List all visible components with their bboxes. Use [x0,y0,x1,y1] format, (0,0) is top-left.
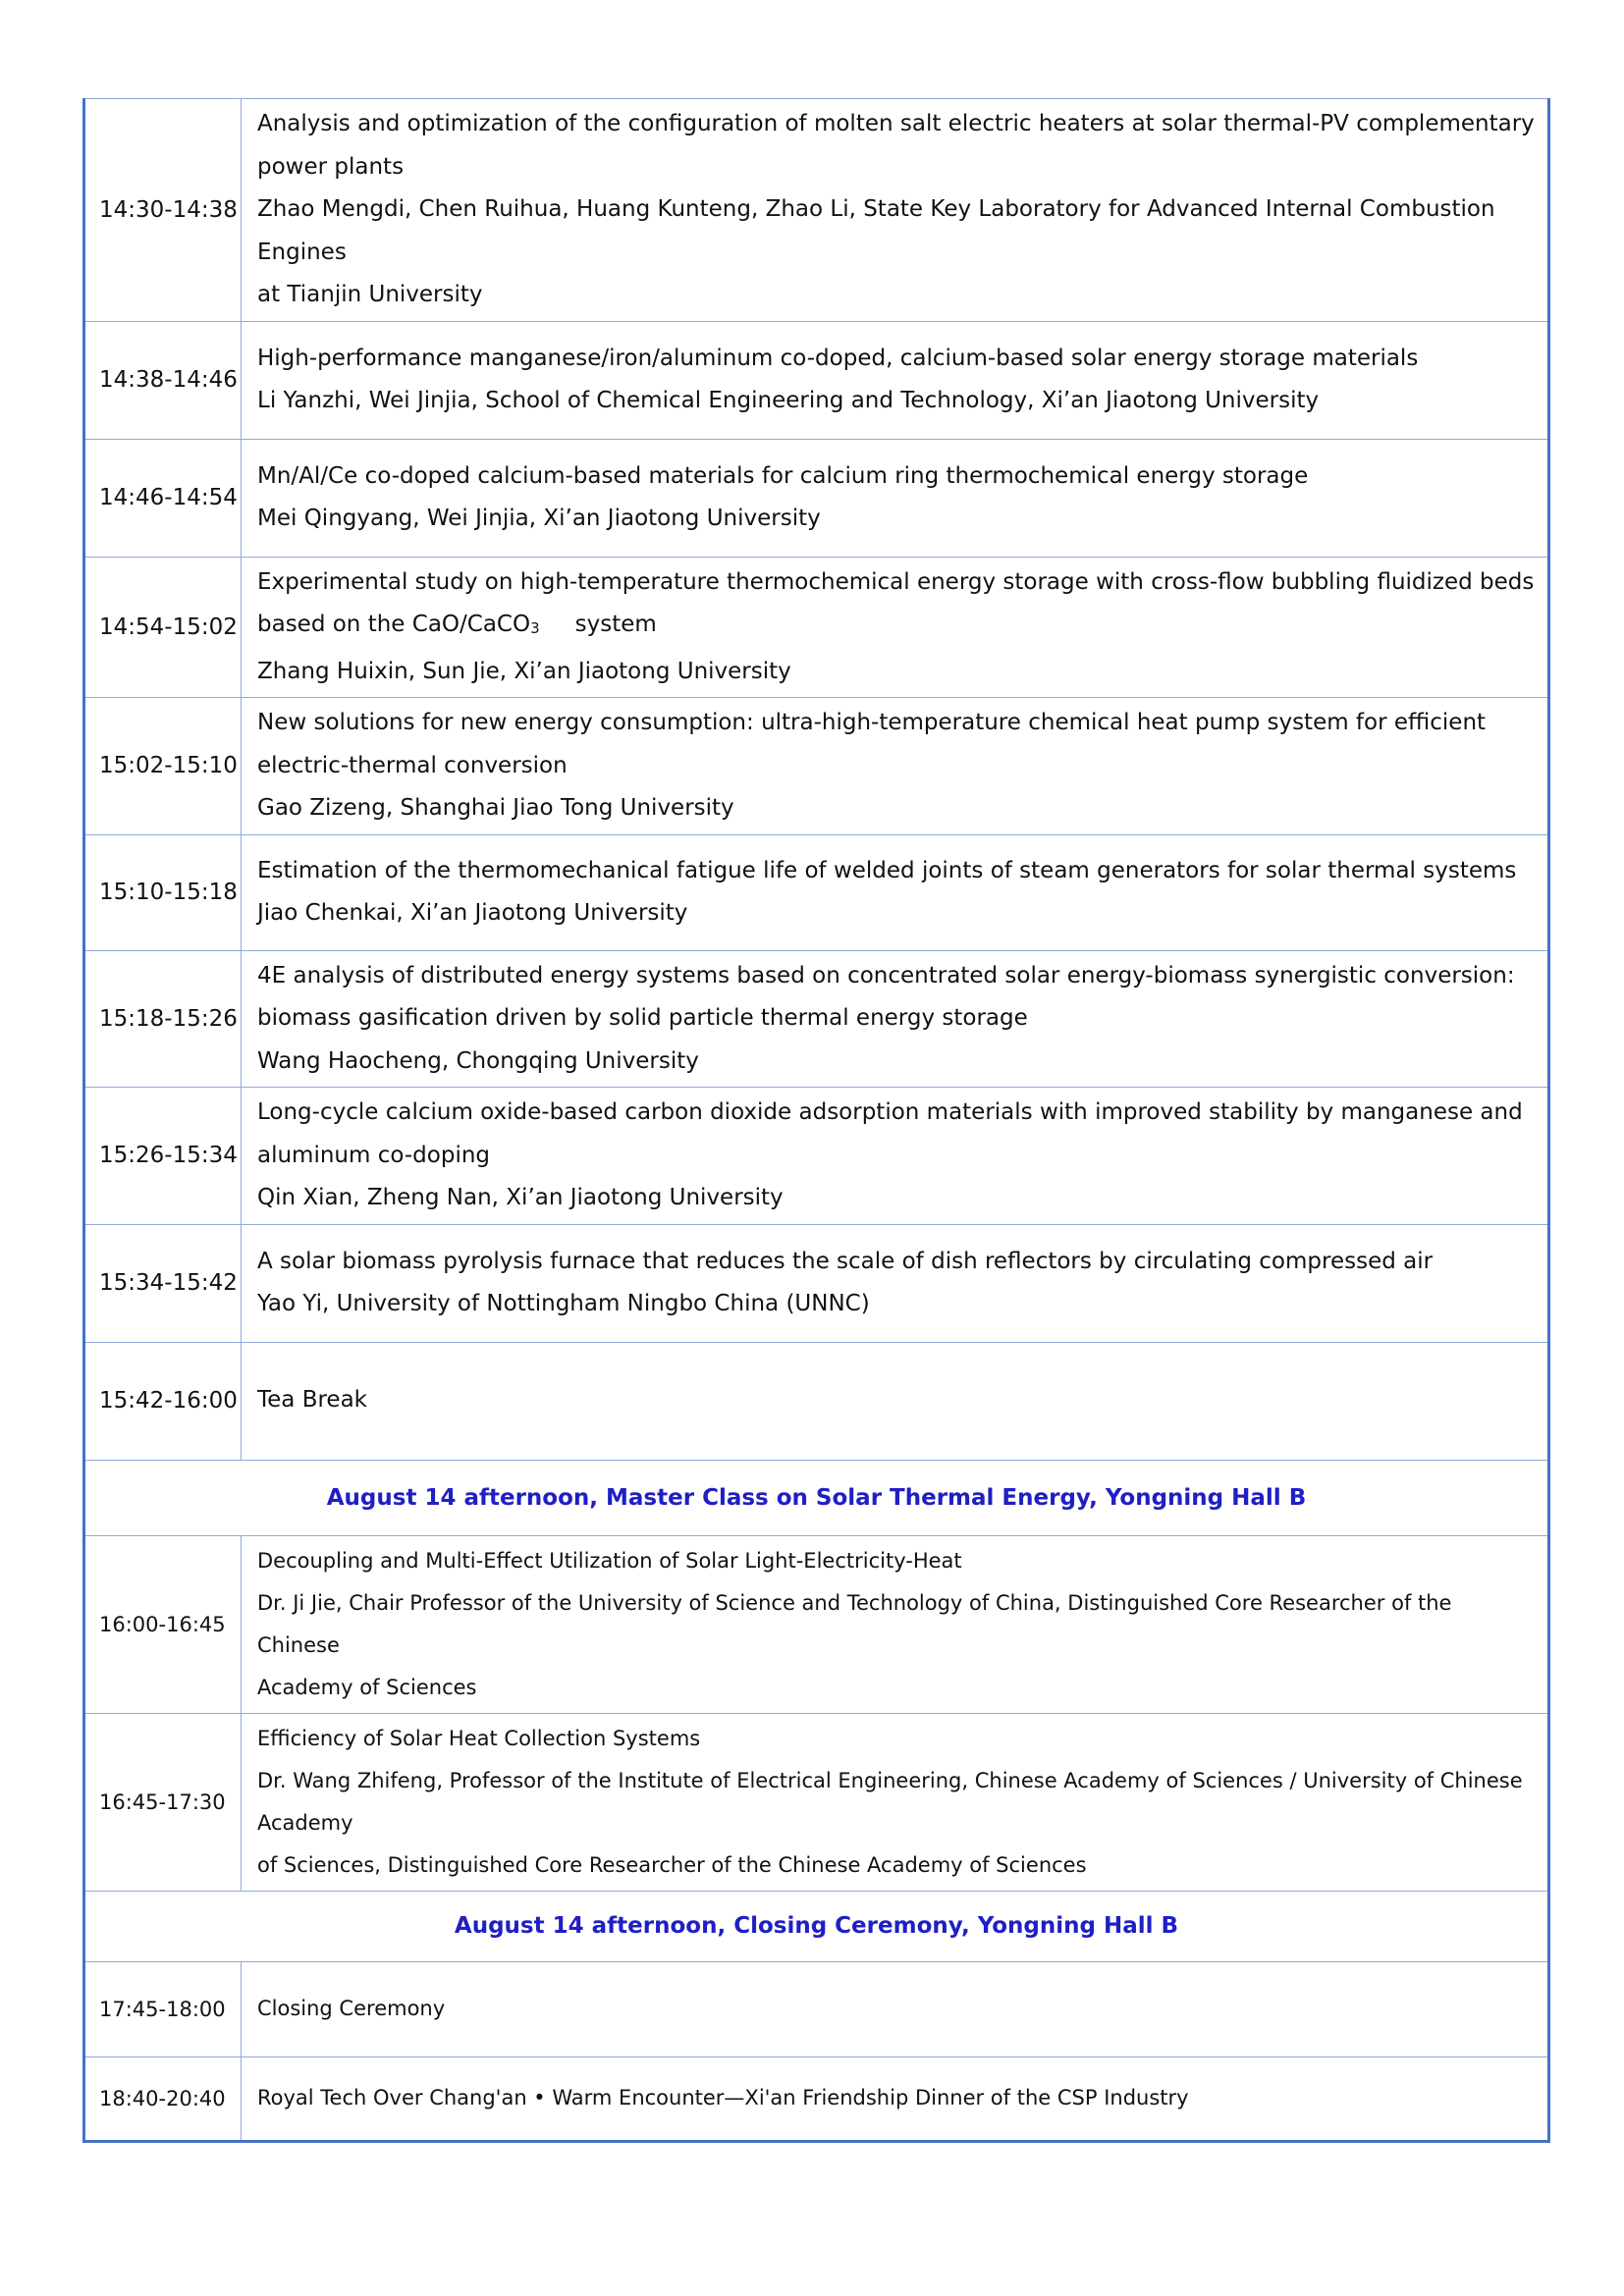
time-slot: 14:38-14:46 [84,321,242,439]
talk-title: New solutions for new energy consumption: ultra-high-temperature chemical heat pump system for efficient [257,710,1487,735]
talk-title: 4E analysis of distributed energy systems based on concentrated solar energy-biomass synergistic conversion: [257,962,1515,988]
talk-cell [242,439,1549,557]
talk-cell [242,1535,1549,1713]
talk-cell [242,950,1549,1088]
talk-authors-cont: Academy of Sciences [257,1675,477,1699]
table-row [84,99,1549,322]
section-header: August 14 afternoon, Closing Ceremony, Yongning Hall B [84,1891,1549,1961]
table-row [84,557,1549,698]
talk-authors: Dr. Wang Zhifeng, Professor of the Institute of Electrical Engineering, Chinese Academy of Sciences / University of Chinese Academy [257,1768,1523,1835]
talk-authors: Mei Qingyang, Wei Jinjia, Xi’an Jiaotong University [257,506,821,531]
table-row [84,439,1549,557]
table-row [84,321,1549,439]
table-row [84,1961,1549,2056]
talk-cell [242,2056,1549,2141]
section-header-row [84,1891,1549,1961]
talk-title: Experimental study on high-temperature thermochemical energy storage with cross-flow bubbling fluidized beds [257,568,1535,595]
event-title: Closing Ceremony [257,1997,446,2020]
section-header-row [84,1460,1549,1535]
talk-cell [242,321,1549,439]
talk-cell [242,1224,1549,1342]
table-row [84,698,1549,835]
talk-title: Efficiency of Solar Heat Collection Systems [257,1726,701,1750]
talk-authors: Qin Xian, Zheng Nan, Xi’an Jiaotong University [257,1185,784,1210]
talk-title: Decoupling and Multi-Effect Utilization of Solar Light-Electricity-Heat [257,1548,962,1573]
talk-cell [242,1961,1549,2056]
talk-title-cont: biomass gasification driven by solid particle thermal energy storage [257,1005,1028,1031]
talk-title: A solar biomass pyrolysis furnace that reduces the scale of dish reflectors by circulating compressed air [257,1248,1434,1274]
talk-title: High-performance manganese/iron/aluminum co-doped, calcium-based solar energy storage materials [257,345,1419,371]
talk-title: Mn/Al/Ce co-doped calcium-based materials for calcium ring thermochemical energy storage [257,462,1309,489]
talk-cell [242,1088,1549,1225]
time-slot: 14:30-14:38 [84,99,242,322]
time-slot: 15:18-15:26 [84,950,242,1088]
time-slot: 15:02-15:10 [84,698,242,835]
time-slot: 15:10-15:18 [84,834,242,950]
table-row [84,950,1549,1088]
talk-title: Long-cycle calcium oxide-based carbon dioxide adsorption materials with improved stability by manganese and [257,1099,1523,1125]
time-slot: 16:45-17:30 [84,1713,242,1891]
talk-cell [242,834,1549,950]
talk-authors: Wang Haocheng, Chongqing University [257,1047,699,1074]
time-slot: 16:00-16:45 [84,1535,242,1713]
talk-title-cont: aluminum co-doping [257,1142,491,1168]
table-row [84,1088,1549,1225]
talk-title: Estimation of the thermomechanical fatigue life of welded joints of steam generators for solar thermal systems [257,857,1517,883]
talk-cell [242,1342,1549,1460]
talk-authors: Li Yanzhi, Wei Jinjia, School of Chemical Engineering and Technology, Xi’an Jiaotong University [257,388,1320,413]
table-row [84,1713,1549,1891]
time-slot: 18:40-20:40 [84,2056,242,2141]
talk-title-cont: power plants [257,153,405,180]
talk-authors: Gao Zizeng, Shanghai Jiao Tong University [257,795,734,821]
event-title: Royal Tech Over Chang'an • Warm Encounter—Xi'an Friendship Dinner of the CSP Industry [257,2086,1189,2109]
time-slot: 15:26-15:34 [84,1088,242,1225]
talk-title-cont: based on the CaO/CaCO3 system [257,612,657,637]
talk-cell [242,1713,1549,1891]
talk-title: Analysis and optimization of the configuration of molten salt electric heaters at solar thermal-PV complementary [257,111,1535,136]
time-slot: 14:46-14:54 [84,439,242,557]
table-row [84,2056,1549,2141]
talk-authors-cont: at Tianjin University [257,282,483,307]
talk-authors-cont: of Sciences, Distinguished Core Researcher of the Chinese Academy of Sciences [257,1852,1087,1877]
table-row [84,1342,1549,1460]
schedule-table [82,98,1550,2143]
talk-authors: Zhao Mengdi, Chen Ruihua, Huang Kunteng, Zhao Li, State Key Laboratory for Advanced Internal Combustion Engines [257,196,1495,265]
talk-cell [242,698,1549,835]
talk-authors: Yao Yi, University of Nottingham Ningbo China (UNNC) [257,1291,870,1316]
talk-title-cont: electric-thermal conversion [257,752,568,778]
talk-authors: Dr. Ji Jie, Chair Professor of the University of Science and Technology of China, Distinguished Core Researcher of the Chinese [257,1590,1452,1657]
talk-cell [242,557,1549,698]
time-slot: 15:42-16:00 [84,1342,242,1460]
table-row [84,1224,1549,1342]
section-header: August 14 afternoon, Master Class on Solar Thermal Energy, Yongning Hall B [84,1460,1549,1535]
table-row [84,1535,1549,1713]
talk-authors: Jiao Chenkai, Xi’an Jiaotong University [257,900,688,926]
time-slot: 14:54-15:02 [84,557,242,698]
table-row [84,834,1549,950]
talk-authors: Zhang Huixin, Sun Jie, Xi’an Jiaotong University [257,658,791,684]
break-label: Tea Break [257,1387,367,1414]
time-slot: 15:34-15:42 [84,1224,242,1342]
talk-cell [242,99,1549,322]
time-slot: 17:45-18:00 [84,1961,242,2056]
